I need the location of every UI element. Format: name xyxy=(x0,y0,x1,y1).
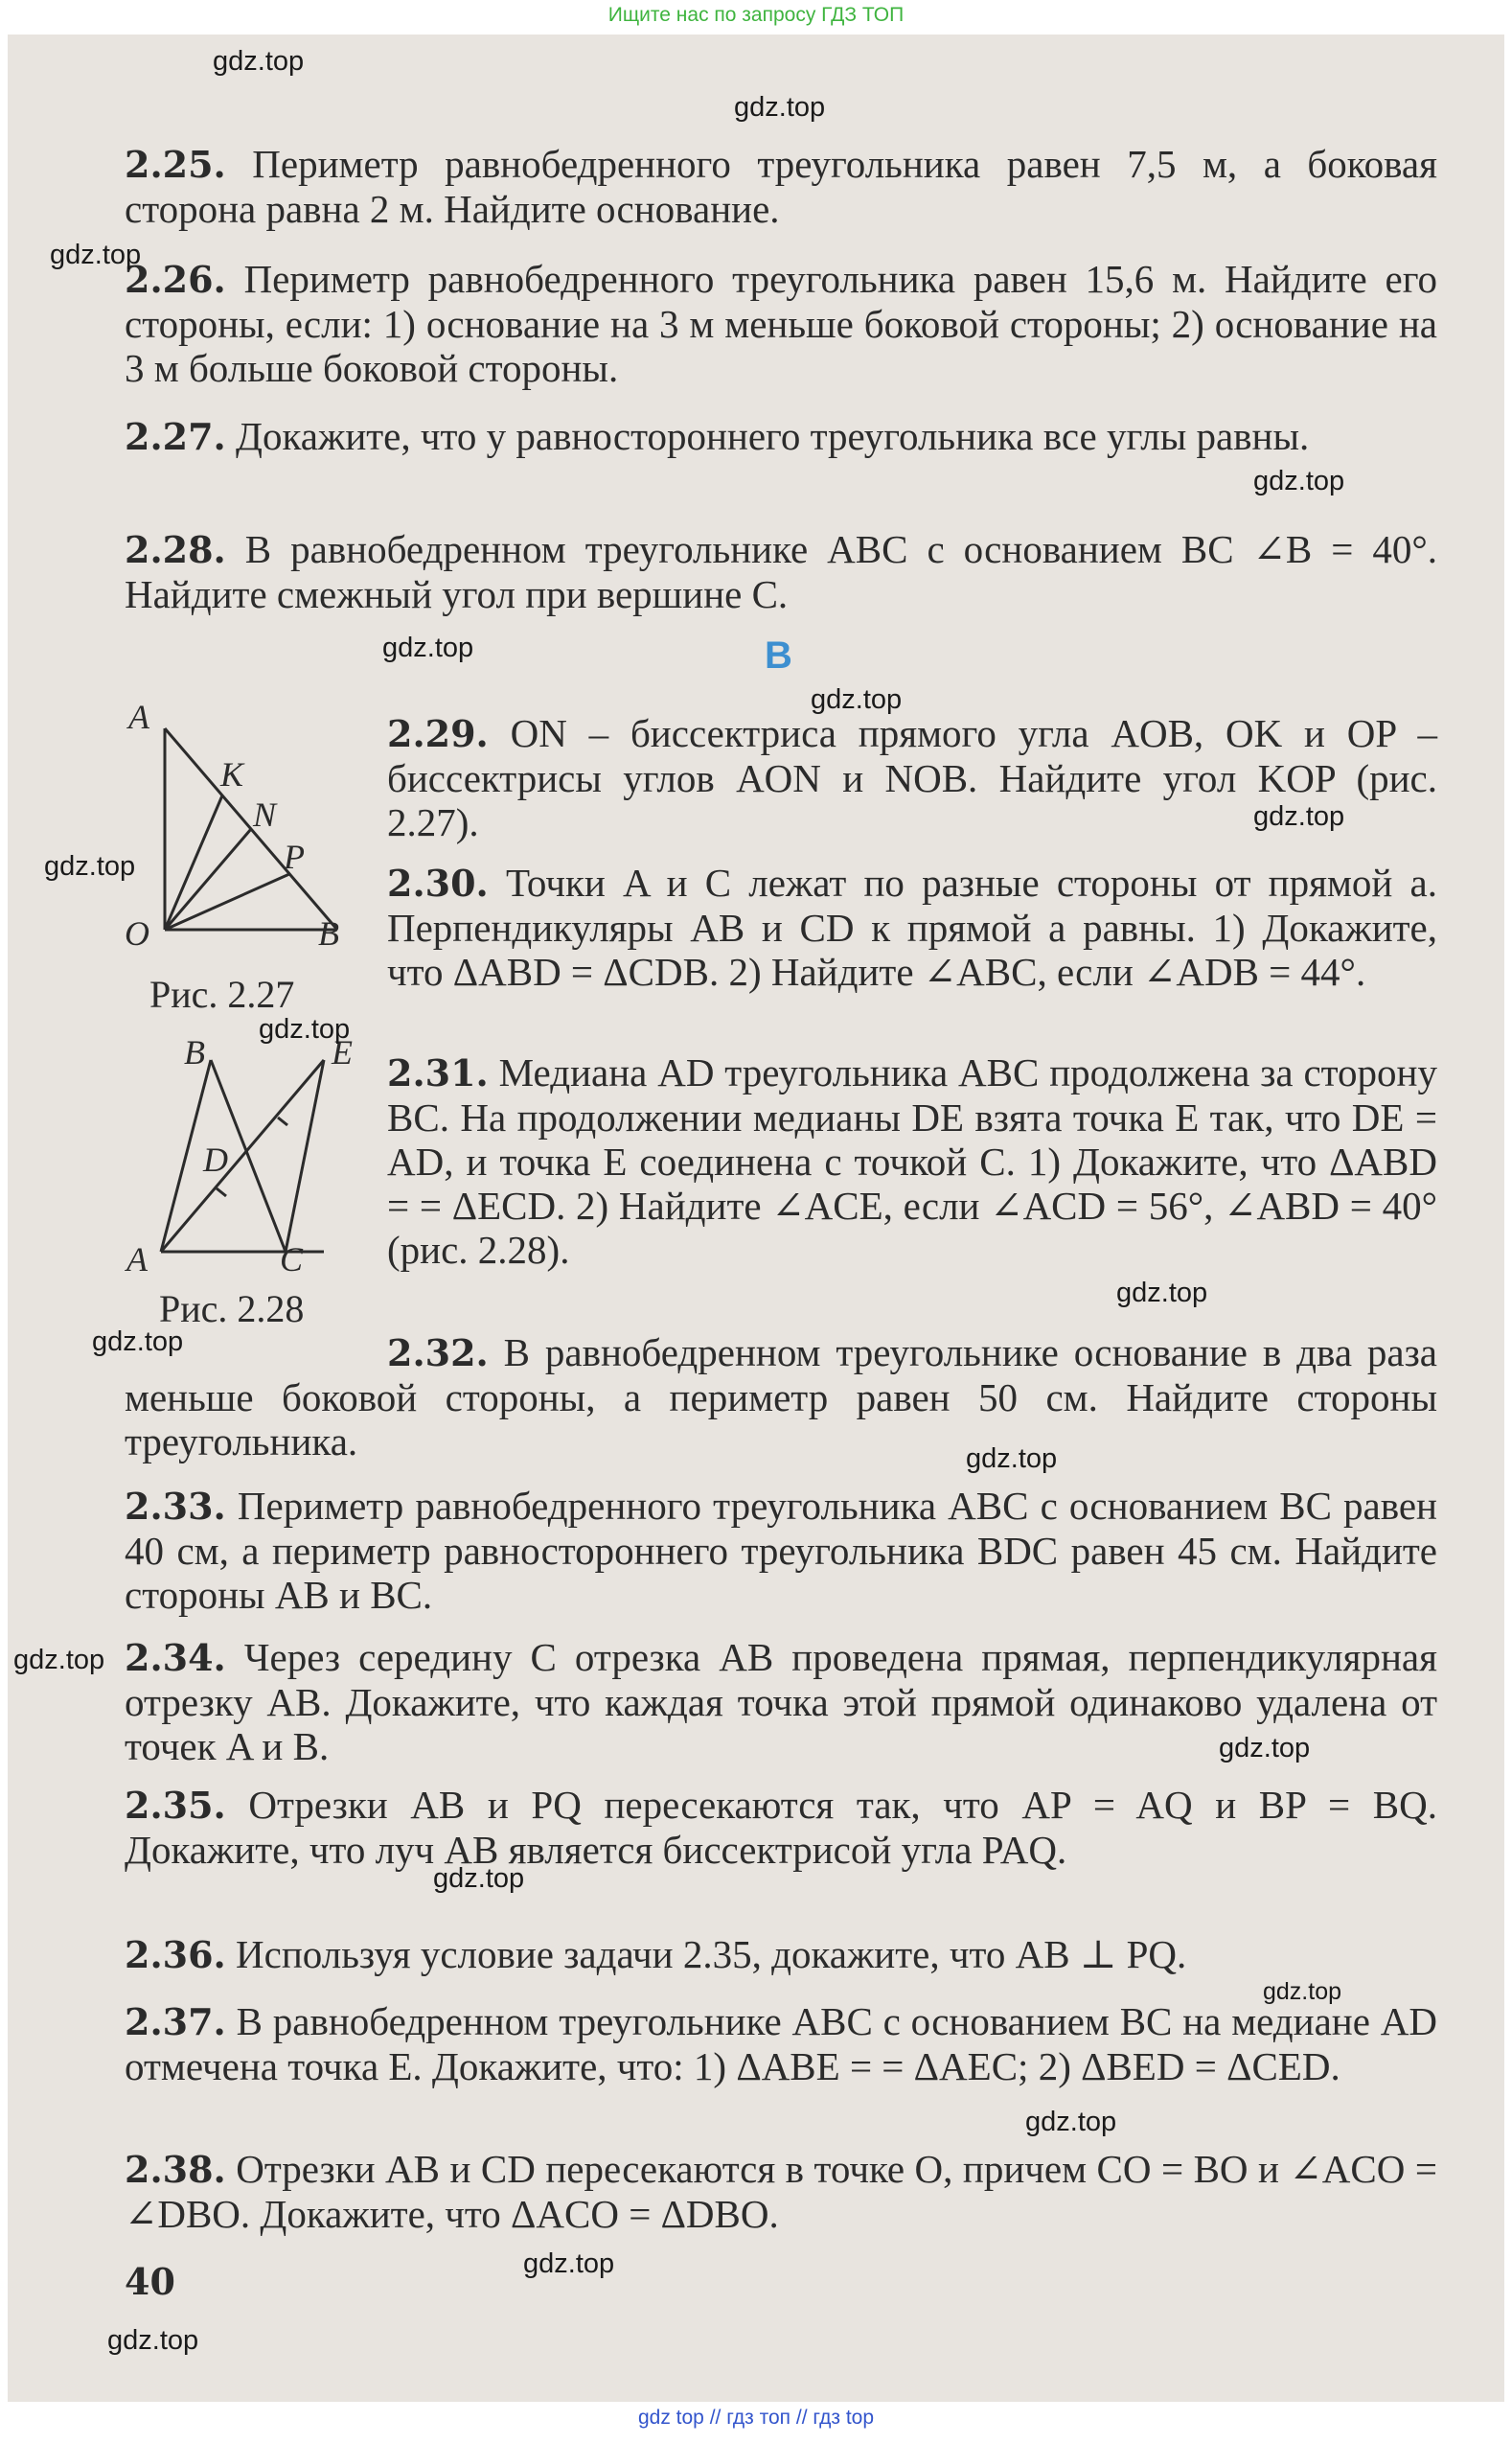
top-banner: Ищите нас по запросу ГДЗ ТОП xyxy=(607,4,905,26)
label-A: A xyxy=(126,1240,148,1279)
watermark: gdz.top xyxy=(50,240,142,270)
watermark: gdz.top xyxy=(44,851,136,882)
problem-text: В равнобедренном треугольнике ABC с основанием BC ∠B = 40°. Найдите смежный угол при вершине C. xyxy=(125,527,1437,616)
tick-mark-AD xyxy=(217,1188,226,1196)
segment-EC xyxy=(286,1060,324,1252)
label-C: C xyxy=(280,1240,304,1279)
problem-number: 2.29. xyxy=(387,712,489,755)
ray-ON xyxy=(165,829,251,930)
watermark: gdz.top xyxy=(1219,1733,1311,1763)
section-letter: B xyxy=(765,634,792,677)
problem-number: 2.30. xyxy=(387,862,489,905)
watermark: gdz.top xyxy=(92,1326,184,1357)
watermark: gdz.top xyxy=(1025,2107,1117,2137)
problem-2-27 xyxy=(125,414,1437,459)
problem-2-26 xyxy=(125,257,1437,390)
problem-text: В равнобедренном треугольнике ABC с основанием BC на медиане AD отмечена точка E. Докажите, что: 1) ΔABE = = ΔAEC; 2) ΔBED = ΔCED. xyxy=(125,1999,1437,2088)
problem-text: Отрезки AB и PQ пересекаются так, что AP = AQ и BP = BQ. Докажите, что луч AB является биссектрисой угла PAQ. xyxy=(125,1783,1437,1872)
ray-OK xyxy=(165,795,222,930)
problem-text: Периметр равнобедренного треугольника равен 15,6 м. Найдите его стороны, если: 1) основание на 3 м меньше боковой стороны; 2) основание на 3 м больше боковой стороны. xyxy=(125,257,1437,390)
problem-number: 2.37. xyxy=(125,2000,226,2043)
watermark: gdz.top xyxy=(259,1014,351,1045)
label-B: B xyxy=(184,1041,205,1072)
problem-2-37 xyxy=(125,1999,1437,2088)
watermark: gdz.top xyxy=(1263,1978,1342,2005)
watermark: gdz.top xyxy=(107,2325,199,2356)
label-O: O xyxy=(125,914,149,953)
problem-number: 2.35. xyxy=(125,1784,226,1827)
problem-text: Используя условие задачи 2.35, докажите, что AB ⊥ PQ. xyxy=(225,1932,1187,1976)
label-K: K xyxy=(220,755,244,794)
problem-text: Через середину C отрезка AB проведена прямая, перпендикулярная отрезку AB. Докажите, что каждая точка этой прямой одинаково удалена от точек A и B. xyxy=(125,1635,1437,1768)
page-number: 40 xyxy=(125,2260,175,2303)
bottom-banner: gdz top // гдз топ // гдз top xyxy=(637,2407,875,2429)
problem-number: 2.34. xyxy=(125,1636,226,1679)
problem-2-33 xyxy=(125,1484,1437,1617)
figure-2-28-caption: Рис. 2.28 xyxy=(159,1287,305,1330)
figure-2-28 xyxy=(115,1041,374,1280)
watermark: gdz.top xyxy=(811,684,903,715)
problem-2-35 xyxy=(125,1783,1437,1872)
tick-mark-DE xyxy=(278,1118,287,1125)
figure-2-27-caption: Рис. 2.27 xyxy=(149,973,295,1016)
problem-text: Докажите, что у равностороннего треугольника все углы равны. xyxy=(225,414,1310,458)
watermark: gdz.top xyxy=(734,92,826,123)
watermark: gdz.top xyxy=(966,1443,1058,1474)
figure-2-27 xyxy=(115,700,374,968)
problem-number: 2.36. xyxy=(125,1933,226,1976)
problem-number: 2.28. xyxy=(125,528,226,571)
problem-number: 2.26. xyxy=(125,258,226,301)
watermark: gdz.top xyxy=(213,46,305,77)
problem-text: Отрезки AB и CD пересекаются в точке O, причем CO = BO и ∠ACO = ∠DBO. Докажите, что ΔACO = ΔDBO. xyxy=(125,2147,1437,2236)
watermark: gdz.top xyxy=(13,1645,105,1675)
problem-number: 2.33. xyxy=(125,1485,226,1528)
watermark: gdz.top xyxy=(523,2248,615,2279)
watermark: gdz.top xyxy=(1253,801,1345,832)
problem-text: Периметр равнобедренного треугольника ABC с основанием BC равен 40 см, а периметр равностороннего треугольника BDC равен 45 см. Найдите стороны AB и BC. xyxy=(125,1484,1437,1617)
problem-number: 2.31. xyxy=(387,1051,489,1095)
problem-2-38 xyxy=(125,2147,1437,2236)
problem-number: 2.27. xyxy=(125,415,226,458)
problem-text: Точки A и C лежат по разные стороны от прямой a. Перпендикуляры AB и CD к прямой a равны. 1) Докажите, что ΔABD = ΔCDB. 2) Найдите ∠ABC, если ∠ADB = 44°. xyxy=(387,861,1437,994)
problem-text: ON – биссектриса прямого угла AOB, OK и OP – биссектрисы углов AON и NOB. Найдите угол KOP (рис. 2.27). xyxy=(387,711,1437,844)
problem-2-31 xyxy=(387,1050,1437,1272)
watermark: gdz.top xyxy=(382,633,474,663)
label-D: D xyxy=(203,1141,228,1179)
problem-2-32 xyxy=(125,1330,1437,1463)
problem-2-36 xyxy=(125,1932,1437,1977)
problem-number: 2.38. xyxy=(125,2148,226,2191)
problem-number: 2.25. xyxy=(125,143,226,186)
problem-2-28 xyxy=(125,527,1437,616)
problem-number: 2.32. xyxy=(387,1331,489,1374)
watermark: gdz.top xyxy=(1116,1278,1208,1308)
label-B: B xyxy=(318,914,339,953)
problem-2-30 xyxy=(387,861,1437,994)
label-A: A xyxy=(128,700,149,736)
problem-text: Медиана AD треугольника ABC продолжена за сторону BC. На продолжении медианы DE взята точка E так, что DE = AD, и точка E соединена с точкой C. 1) Докажите, что ΔABD = = ΔECD. 2) Найдите ∠ACE, если ∠ACD = 56°, ∠ABD = 40° (рис. 2.28). xyxy=(387,1050,1437,1272)
problem-text: Периметр равнобедренного треугольника равен 7,5 м, а боковая сторона равна 2 м. Найдите основание. xyxy=(125,142,1437,231)
label-N: N xyxy=(253,795,277,834)
label-P: P xyxy=(284,838,305,876)
label-E: E xyxy=(332,1041,353,1072)
problem-2-25 xyxy=(125,142,1437,231)
watermark: gdz.top xyxy=(1253,466,1345,496)
watermark: gdz.top xyxy=(433,1863,525,1894)
problem-text: В равнобедренном треугольнике основание в два раза меньше боковой стороны, а периметр равен 50 см. Найдите стороны треугольника. xyxy=(125,1330,1437,1463)
